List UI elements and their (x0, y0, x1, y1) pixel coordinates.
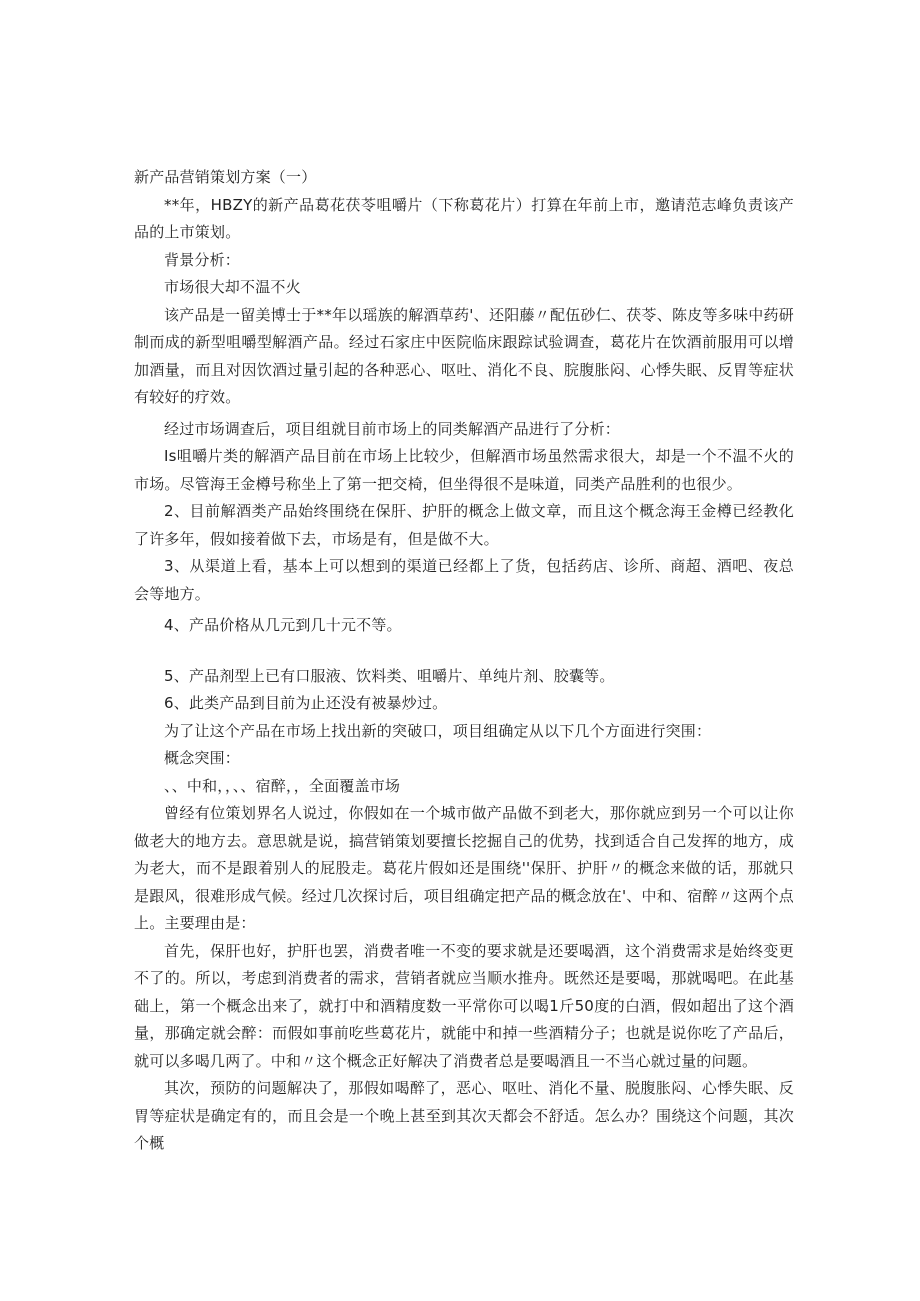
paragraph-intro: **年，HBZY的新产品葛花茯苓咀嚼片（下称葛花片）打算在年前上市，邀请范志峰负责该产品的上市策划。 (134, 195, 794, 241)
heading-background-analysis: 背景分析： (164, 250, 241, 269)
paragraph-market-research: 经过市场调查后，项目组就目前市场上的同类解酒产品进行了分析： (164, 419, 621, 438)
analysis-point-5: 5、产品剂型上已有口服液、饮料类、咀嚼片、单纯片剂、胶囊等。 (164, 666, 615, 685)
paragraph-breakthrough: 为了让这个产品在市场上找出新的突破口，项目组确定从以下几个方面进行突围： (164, 721, 712, 740)
subheading-market: 市场很大却不温不火 (164, 278, 301, 296)
concept-summary: 、、中和，，、、宿醉，，全面覆盖市场 (164, 776, 401, 795)
document-title: 新产品营销策划方案（一） (134, 168, 317, 186)
analysis-point-2: 2、目前解酒类产品始终围绕在保肝、护肝的概念上做文章，而且这个概念海王金樽已经教化了许多年，假如接着做下去，市场是有，但是做不大。 (134, 502, 794, 548)
paragraph-second-reason: 其次，预防的问题解决了，那假如喝醉了，恶心、呕吐、消化不量、脱腹胀闷、心悸失眠、反胃等症状是确定有的，而且会是一个晚上甚至到其次天都会不舒适。怎么办？围绕这个问题，其次个概 (134, 1079, 794, 1152)
paragraph-product-description: 该产品是一留美博士于**年以瑶族的解酒草药'、还阳藤〃配伍砂仁、茯苓、陈皮等多味中药研制而成的新型咀嚼型解酒产品。经过石家庄中医院临床跟踪试验调查，葛花片在饮酒前服用可以增加酒量，而且对因饮酒过量引起的各种恶心、呕吐、消化不良、脘腹胀闷、心悸失眠、反胃等症状有较好的疗效。 (134, 305, 794, 406)
analysis-point-1: Is咀嚼片类的解酒产品目前在市场上比较少，但解酒市场虽然需求很大，却是一个不温不火的市场。尽管海王金樽号称坐上了第一把交椅，但坐得很不是味道，同类产品胜利的也很少。 (134, 447, 794, 493)
analysis-point-6: 6、此类产品到目前为止还没有被暴炒过。 (164, 694, 448, 712)
paragraph-first-reason: 首先，保肝也好，护肝也罢，消费者唯一不变的要求就是还要喝酒，这个消费需求是始终变更不了的。所以，考虑到消费者的需求，营销者就应当顺水推舟。既然还是要喝，那就喝吧。在此基础上，第一个概念出来了，就打中和酒精度数一平常你可以喝1斤50度的白酒，假如超出了这个酒量，那确定就会醉：而假如事前吃些葛花片，就能中和掉一些酒精分子；也就是说你吃了产品后，就可以多喝几两了。中和〃这个概念正好解决了消费者总是要喝酒且一不当心就过量的问题。 (134, 941, 794, 1070)
heading-concept-breakthrough: 概念突围： (164, 749, 241, 767)
analysis-point-3: 3、从渠道上看，基本上可以想到的渠道已经都上了货，包括药店、诊所、商超、酒吧、夜总会等地方。 (134, 557, 794, 603)
paragraph-strategy-quote: 曾经有位策划界名人说过，你假如在一个城市做产品做不到老大，那你就应到另一个可以让你做老大的地方去。意思就是说，搞营销策划要擅长挖掘自己的优势，找到适合自己发挥的地方，成为老大，而不是跟着别人的屁股走。葛花片假如还是围绕''保肝、护肝〃的概念来做的话，那就只是跟风，很难形成气候。经过几次探讨后，项目组确定把产品的概念放在'、中和、宿醉〃这两个点上。主要理由是： (134, 804, 794, 932)
document-body (134, 164, 794, 1158)
analysis-point-4: 4、产品价格从几元到几十元不等。 (164, 616, 402, 634)
